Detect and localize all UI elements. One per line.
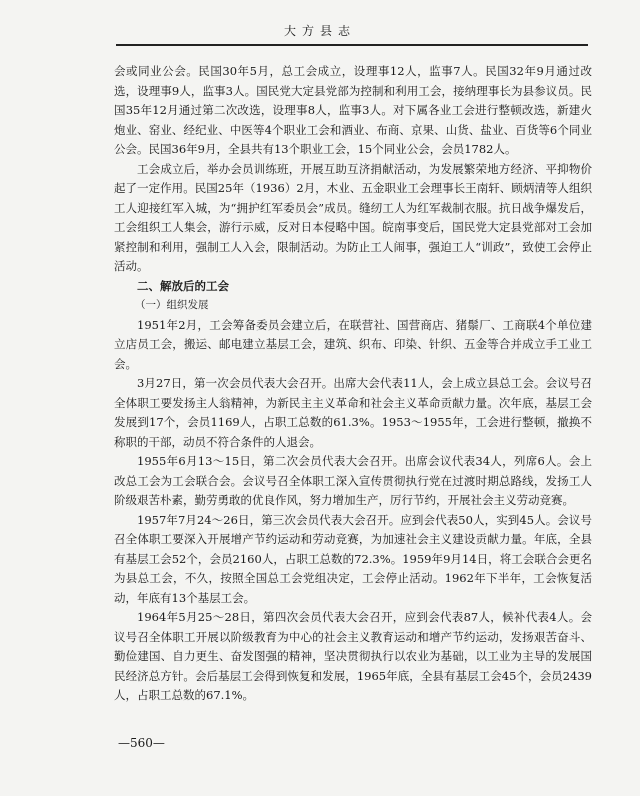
paragraph-6: 1957年7月24～26日，第三次会员代表大会召开。应到会代表50人，实到45人。会议号召全体职工要深入开展增产节约运动和劳动竞赛，为加速社会主义建设贡献力量。年底，全县有基层工会52个，会员2160人，占职工总数的72.3%。1959年9月14日，将工会联合会更名为县总工会，不久，按照全国总工会党组决定，工会停止活动。1962年下半年，工会恢复活动，年底有13个基层工会。 bbox=[114, 512, 592, 605]
paragraph-3: 1951年2月，工会筹备委员会建立后，在联营社、国营商店、猪鬃厂、工商联4个单位建立店员工会，搬运、邮电建立基层工会，建筑、织布、印染、针织、五金等合并成立手工业工会。 bbox=[114, 317, 592, 371]
running-title: 大方县志 bbox=[283, 24, 356, 38]
paragraph-7: 1964年5月25～28日，第四次会员代表大会召开，应到会代表87人，候补代表4人。会议号召全体职工开展以阶级教育为中心的社会主义教育运动和增产节约运动，发扬艰苦奋斗、勤俭建国、自力更生、奋发图强的精神，坚决贯彻执行以农业为基础，以工业为主导的发展国民经济总方针。会后基层工会得到恢复和发展，1965年底，全县有基层工会45个，会员2439人，占职工总数的67.1%。 bbox=[114, 610, 592, 702]
header-rule bbox=[116, 44, 588, 46]
section-heading: 二、解放后的工会 bbox=[137, 278, 229, 293]
paragraph-4: 3月27日，第一次会员代表大会召开。出席大会代表11人，会上成立县总工会。会议号召全体职工要发扬主人翁精神，为新民主主义革命和社会主义革命贡献力量。次年底，基层工会发展到17个，会员1169人，占职工总数的61.3%。1953～1955年，工会进行整顿，撤换不称职的干部，动员不符合条件的人退会。 bbox=[114, 376, 592, 449]
paragraph-2: 工会成立后，举办会员训练班，开展互助互济捐献活动，为发展繁荣地方经济、平抑物价起了一定作用。民国25年（1936）2月，木业、五金职业工会理事长王南轩、顾炳清等人组织工人迎接红军入城，为“拥护红军委员会”成员。缝纫工人为红军裁制衣服。抗日战争爆发后，工会组织工人集会，游行示威，反对日本侵略中国。皖南事变后，国民党大定县党部对工会加紧控制和利用，强制工人入会，限制活动。为防止工人闹事，强迫工人“训政”，致使工会停止活动。 bbox=[114, 161, 592, 273]
sub-heading: （一）组织发展 bbox=[135, 299, 209, 311]
page-number: —560— bbox=[118, 736, 165, 750]
body-text bbox=[114, 62, 592, 706]
paragraph-5: 1955年6月13～15日，第二次会员代表大会召开。出席会议代表34人，列席6人。会上改总工会为工会联合会。会议号召全体职工深入宣传贯彻执行党在过渡时期总路线，发扬工人阶级艰苦朴素，勤劳勇敢的优良作风，努力增加生产，厉行节约，开展社会主义劳动竞赛。 bbox=[114, 454, 592, 507]
paragraph-1: 会或同业公会。民国30年5月，总工会成立，设理事12人，监事7人。民国32年9月通过改选，设理事9人，监事3人。国民党大定县党部为控制和利用工会，接纳理事长为县参议员。民国35年12月通过第二次改选，设理事8人，监事3人。对下属各业工会进行整顿改选，新建火炮业、窑业、经纪业、中医等4个职业工会和酒业、布商、京果、山货、盐业、百货等6个同业公会。民国36年9月，全县共有13个职业工会，15个同业公会，会员1782人。 bbox=[114, 64, 592, 156]
